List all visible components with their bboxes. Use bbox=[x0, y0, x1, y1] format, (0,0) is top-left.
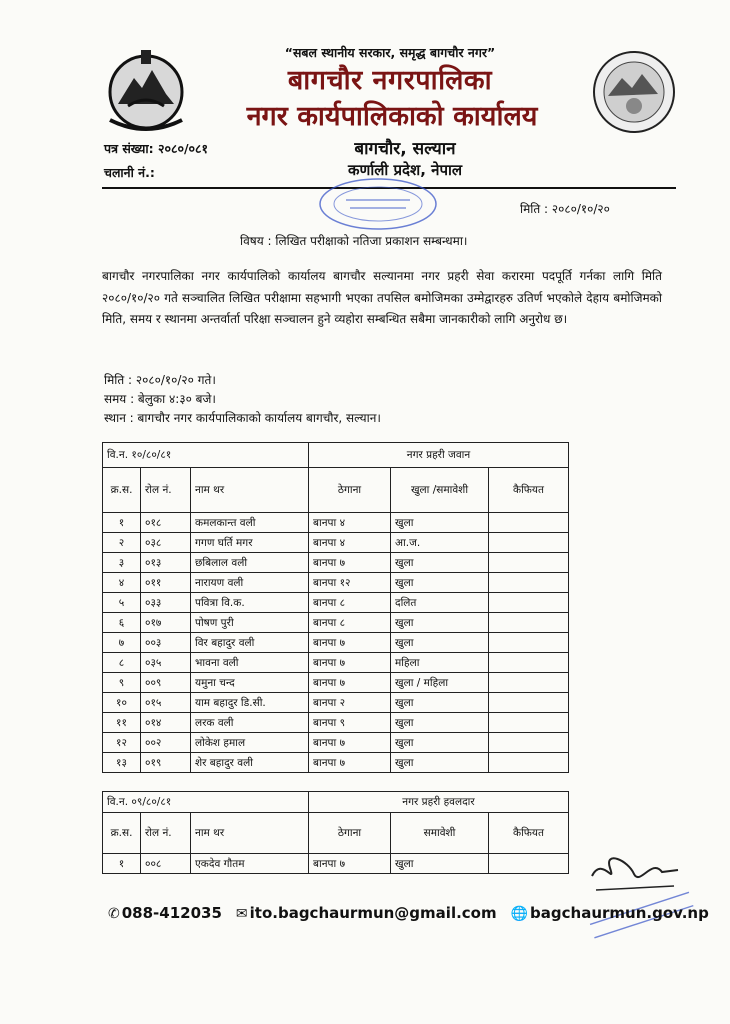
name-cell: यमुना चन्द bbox=[191, 673, 309, 693]
name-cell: गगण घर्ति मगर bbox=[191, 533, 309, 553]
name-cell: विर बहादुर वली bbox=[191, 633, 309, 653]
address-cell: बानपा १२ bbox=[309, 573, 391, 593]
table-row bbox=[103, 553, 569, 573]
category-cell: खुला bbox=[391, 854, 489, 874]
interview-date: मिति : २०८०/१०/२० गते। bbox=[104, 373, 216, 387]
serial-cell: ७ bbox=[103, 633, 141, 653]
phone-icon: ✆ bbox=[108, 906, 120, 922]
category-cell: खुला bbox=[391, 573, 489, 593]
remarks-cell bbox=[489, 653, 569, 673]
org-name: बागचौर नगरपालिका bbox=[287, 65, 493, 96]
name-cell: कमलकान्त वली bbox=[191, 513, 309, 533]
roll-cell: ०३३ bbox=[141, 593, 191, 613]
remarks-cell bbox=[489, 733, 569, 753]
location-line-2: कर्णाली प्रदेश, नेपाल bbox=[347, 161, 463, 179]
footer-website[interactable] bbox=[511, 904, 709, 922]
table-row bbox=[103, 613, 569, 633]
address-cell: बानपा ७ bbox=[309, 733, 391, 753]
category-cell: खुला bbox=[391, 713, 489, 733]
table-notice-row bbox=[103, 443, 569, 468]
envelope-icon: ✉ bbox=[235, 906, 248, 922]
serial-cell: ३ bbox=[103, 553, 141, 573]
remarks-cell bbox=[489, 693, 569, 713]
email-address[interactable]: ito.bagchaurmun@gmail.com bbox=[249, 904, 497, 922]
header-name: नाम थर bbox=[191, 468, 309, 513]
table-row bbox=[103, 733, 569, 753]
remarks-cell bbox=[489, 593, 569, 613]
name-cell: छबिलाल वली bbox=[191, 553, 309, 573]
serial-cell: ९ bbox=[103, 673, 141, 693]
table-row bbox=[103, 653, 569, 673]
table-row bbox=[103, 573, 569, 593]
header-address: ठेगाना bbox=[309, 468, 391, 513]
table-row bbox=[103, 673, 569, 693]
subject-line: विषय : लिखित परीक्षाको नतिजा प्रकाशन सम्बन्धमा। bbox=[240, 234, 468, 248]
header-roll: रोल नं. bbox=[141, 468, 191, 513]
address-cell: बानपा ७ bbox=[309, 673, 391, 693]
roll-cell: ०१९ bbox=[141, 753, 191, 773]
remarks-cell bbox=[489, 573, 569, 593]
name-cell: याम बहादुर डि.सी. bbox=[191, 693, 309, 713]
roll-cell: ००३ bbox=[141, 633, 191, 653]
address-cell: बानपा २ bbox=[309, 693, 391, 713]
table-notice-row bbox=[103, 792, 569, 813]
roll-cell: ०१४ bbox=[141, 713, 191, 733]
serial-cell: ५ bbox=[103, 593, 141, 613]
remarks-cell bbox=[489, 673, 569, 693]
header-category: खुला /समावेशी bbox=[391, 468, 489, 513]
phone-number: 088-412035 bbox=[121, 904, 222, 922]
address-cell: बानपा ७ bbox=[309, 753, 391, 773]
address-cell: बानपा ७ bbox=[309, 854, 391, 874]
office-name: नगर कार्यपालिकाको कार्यालय bbox=[246, 101, 538, 132]
address-cell: बानपा ९ bbox=[309, 713, 391, 733]
address-cell: बानपा ७ bbox=[309, 633, 391, 653]
roll-cell: ०३८ bbox=[141, 533, 191, 553]
table-row bbox=[103, 633, 569, 653]
address-cell: बानपा ७ bbox=[309, 553, 391, 573]
roll-cell: ०१८ bbox=[141, 513, 191, 533]
website-url[interactable]: bagchaurmun.gov.np bbox=[530, 904, 709, 922]
header-serial: क्र.स. bbox=[103, 468, 141, 513]
roll-cell: ०१७ bbox=[141, 613, 191, 633]
results-table-constable bbox=[102, 442, 569, 773]
reference-number: पत्र संख्या: २०८०/०८१ bbox=[104, 141, 209, 156]
address-cell: बानपा ४ bbox=[309, 533, 391, 553]
remarks-cell bbox=[489, 513, 569, 533]
remarks-cell bbox=[489, 613, 569, 633]
header-category: समावेशी bbox=[391, 813, 489, 854]
post-title: नगर प्रहरी जवान bbox=[309, 443, 569, 468]
notice-number: वि.न. ०९/८०/८१ bbox=[103, 792, 309, 813]
table-row bbox=[103, 753, 569, 773]
interview-place: स्थान : बागचौर नगर कार्यपालिकाको कार्यालय बागचौर, सल्यान। bbox=[104, 411, 381, 425]
name-cell: शेर बहादुर वली bbox=[191, 753, 309, 773]
category-cell: खुला bbox=[391, 753, 489, 773]
serial-cell: १ bbox=[103, 513, 141, 533]
category-cell: खुला bbox=[391, 693, 489, 713]
body-paragraph: बागचौर नगरपालिका नगर कार्यपालिको कार्यालय बागचौर सल्यानमा नगर प्रहरी सेवा करारमा पदपूर्ति गर्नका लागि मिति २०८०/१०/२० गते सञ्चालित लिखित परीक्षामा सहभागी भएका तपसिल बमोजिमका उम्मेद्वारहरु उतिर्ण भएकोले देहाय बमोजिमको मिति, समय र स्थानमा अन्तर्वार्ता परिक्षा सञ्चालन हुने व्यहोरा सम्बन्धित सबैमा जानकारीको लागि अनुरोध छ। bbox=[102, 269, 662, 326]
table-row bbox=[103, 513, 569, 533]
address-cell: बानपा ८ bbox=[309, 593, 391, 613]
name-cell: लोकेश हमाल bbox=[191, 733, 309, 753]
header-roll: रोल नं. bbox=[141, 813, 191, 854]
category-cell: खुला bbox=[391, 633, 489, 653]
roll-cell: ०११ bbox=[141, 573, 191, 593]
table-row bbox=[103, 693, 569, 713]
location-line-1: बागचौर, सल्यान bbox=[354, 139, 456, 159]
footer-phone bbox=[108, 904, 222, 922]
serial-cell: ११ bbox=[103, 713, 141, 733]
serial-cell: १० bbox=[103, 693, 141, 713]
name-cell: भावना वली bbox=[191, 653, 309, 673]
category-cell: खुला bbox=[391, 733, 489, 753]
letter-date: मिति : २०८०/१०/२० bbox=[520, 202, 610, 216]
roll-cell: ००९ bbox=[141, 673, 191, 693]
serial-cell: १२ bbox=[103, 733, 141, 753]
globe-icon: 🌐 bbox=[510, 906, 529, 922]
header-address: ठेगाना bbox=[309, 813, 391, 854]
table-row bbox=[103, 533, 569, 553]
header-serial: क्र.स. bbox=[103, 813, 141, 854]
slogan: “सबल स्थानीय सरकार, समृद्ध बागचौर नगर” bbox=[284, 45, 496, 60]
roll-cell: ०१३ bbox=[141, 553, 191, 573]
serial-cell: १३ bbox=[103, 753, 141, 773]
post-title: नगर प्रहरी हवलदार bbox=[309, 792, 569, 813]
municipality-seal-logo bbox=[592, 50, 676, 134]
table-row bbox=[103, 854, 569, 874]
remarks-cell bbox=[489, 553, 569, 573]
name-cell: नारायण वली bbox=[191, 573, 309, 593]
table-row bbox=[103, 713, 569, 733]
remarks-cell bbox=[489, 713, 569, 733]
name-cell: पोषण पुरी bbox=[191, 613, 309, 633]
serial-cell: ४ bbox=[103, 573, 141, 593]
remarks-cell bbox=[489, 633, 569, 653]
table-header-row bbox=[103, 468, 569, 513]
roll-cell: ०१५ bbox=[141, 693, 191, 713]
serial-cell: १ bbox=[103, 854, 141, 874]
category-cell: महिला bbox=[391, 653, 489, 673]
header-remarks: कैफियत bbox=[489, 813, 569, 854]
roll-cell: ०३५ bbox=[141, 653, 191, 673]
header-remarks: कैफियत bbox=[489, 468, 569, 513]
footer-email[interactable] bbox=[236, 904, 497, 922]
footer-contacts bbox=[108, 904, 709, 922]
category-cell: खुला bbox=[391, 513, 489, 533]
serial-cell: ६ bbox=[103, 613, 141, 633]
notice-number: वि.न. १०/८०/८१ bbox=[103, 443, 309, 468]
category-cell: खुला bbox=[391, 613, 489, 633]
remarks-cell bbox=[489, 533, 569, 553]
remarks-cell bbox=[489, 854, 569, 874]
category-cell: आ.ज. bbox=[391, 533, 489, 553]
address-cell: बानपा ४ bbox=[309, 513, 391, 533]
official-stamp bbox=[316, 176, 440, 232]
category-cell: खुला bbox=[391, 553, 489, 573]
category-cell: खुला / महिला bbox=[391, 673, 489, 693]
name-cell: एकदेव गौतम bbox=[191, 854, 309, 874]
address-cell: बानपा ८ bbox=[309, 613, 391, 633]
table-header-row bbox=[103, 813, 569, 854]
signature bbox=[582, 846, 700, 942]
dispatch-number: चलानी नं.: bbox=[104, 165, 155, 180]
results-table-sergeant bbox=[102, 791, 569, 874]
interview-time: समय : बेलुका ४:३० बजे। bbox=[104, 392, 216, 406]
table-row bbox=[103, 593, 569, 613]
remarks-cell bbox=[489, 753, 569, 773]
roll-cell: ००८ bbox=[141, 854, 191, 874]
serial-cell: २ bbox=[103, 533, 141, 553]
serial-cell: ८ bbox=[103, 653, 141, 673]
name-cell: पवित्रा वि.क. bbox=[191, 593, 309, 613]
category-cell: दलित bbox=[391, 593, 489, 613]
name-cell: लरक वली bbox=[191, 713, 309, 733]
header-name: नाम थर bbox=[191, 813, 309, 854]
address-cell: बानपा ७ bbox=[309, 653, 391, 673]
roll-cell: ००२ bbox=[141, 733, 191, 753]
nepal-emblem-logo bbox=[100, 42, 192, 132]
